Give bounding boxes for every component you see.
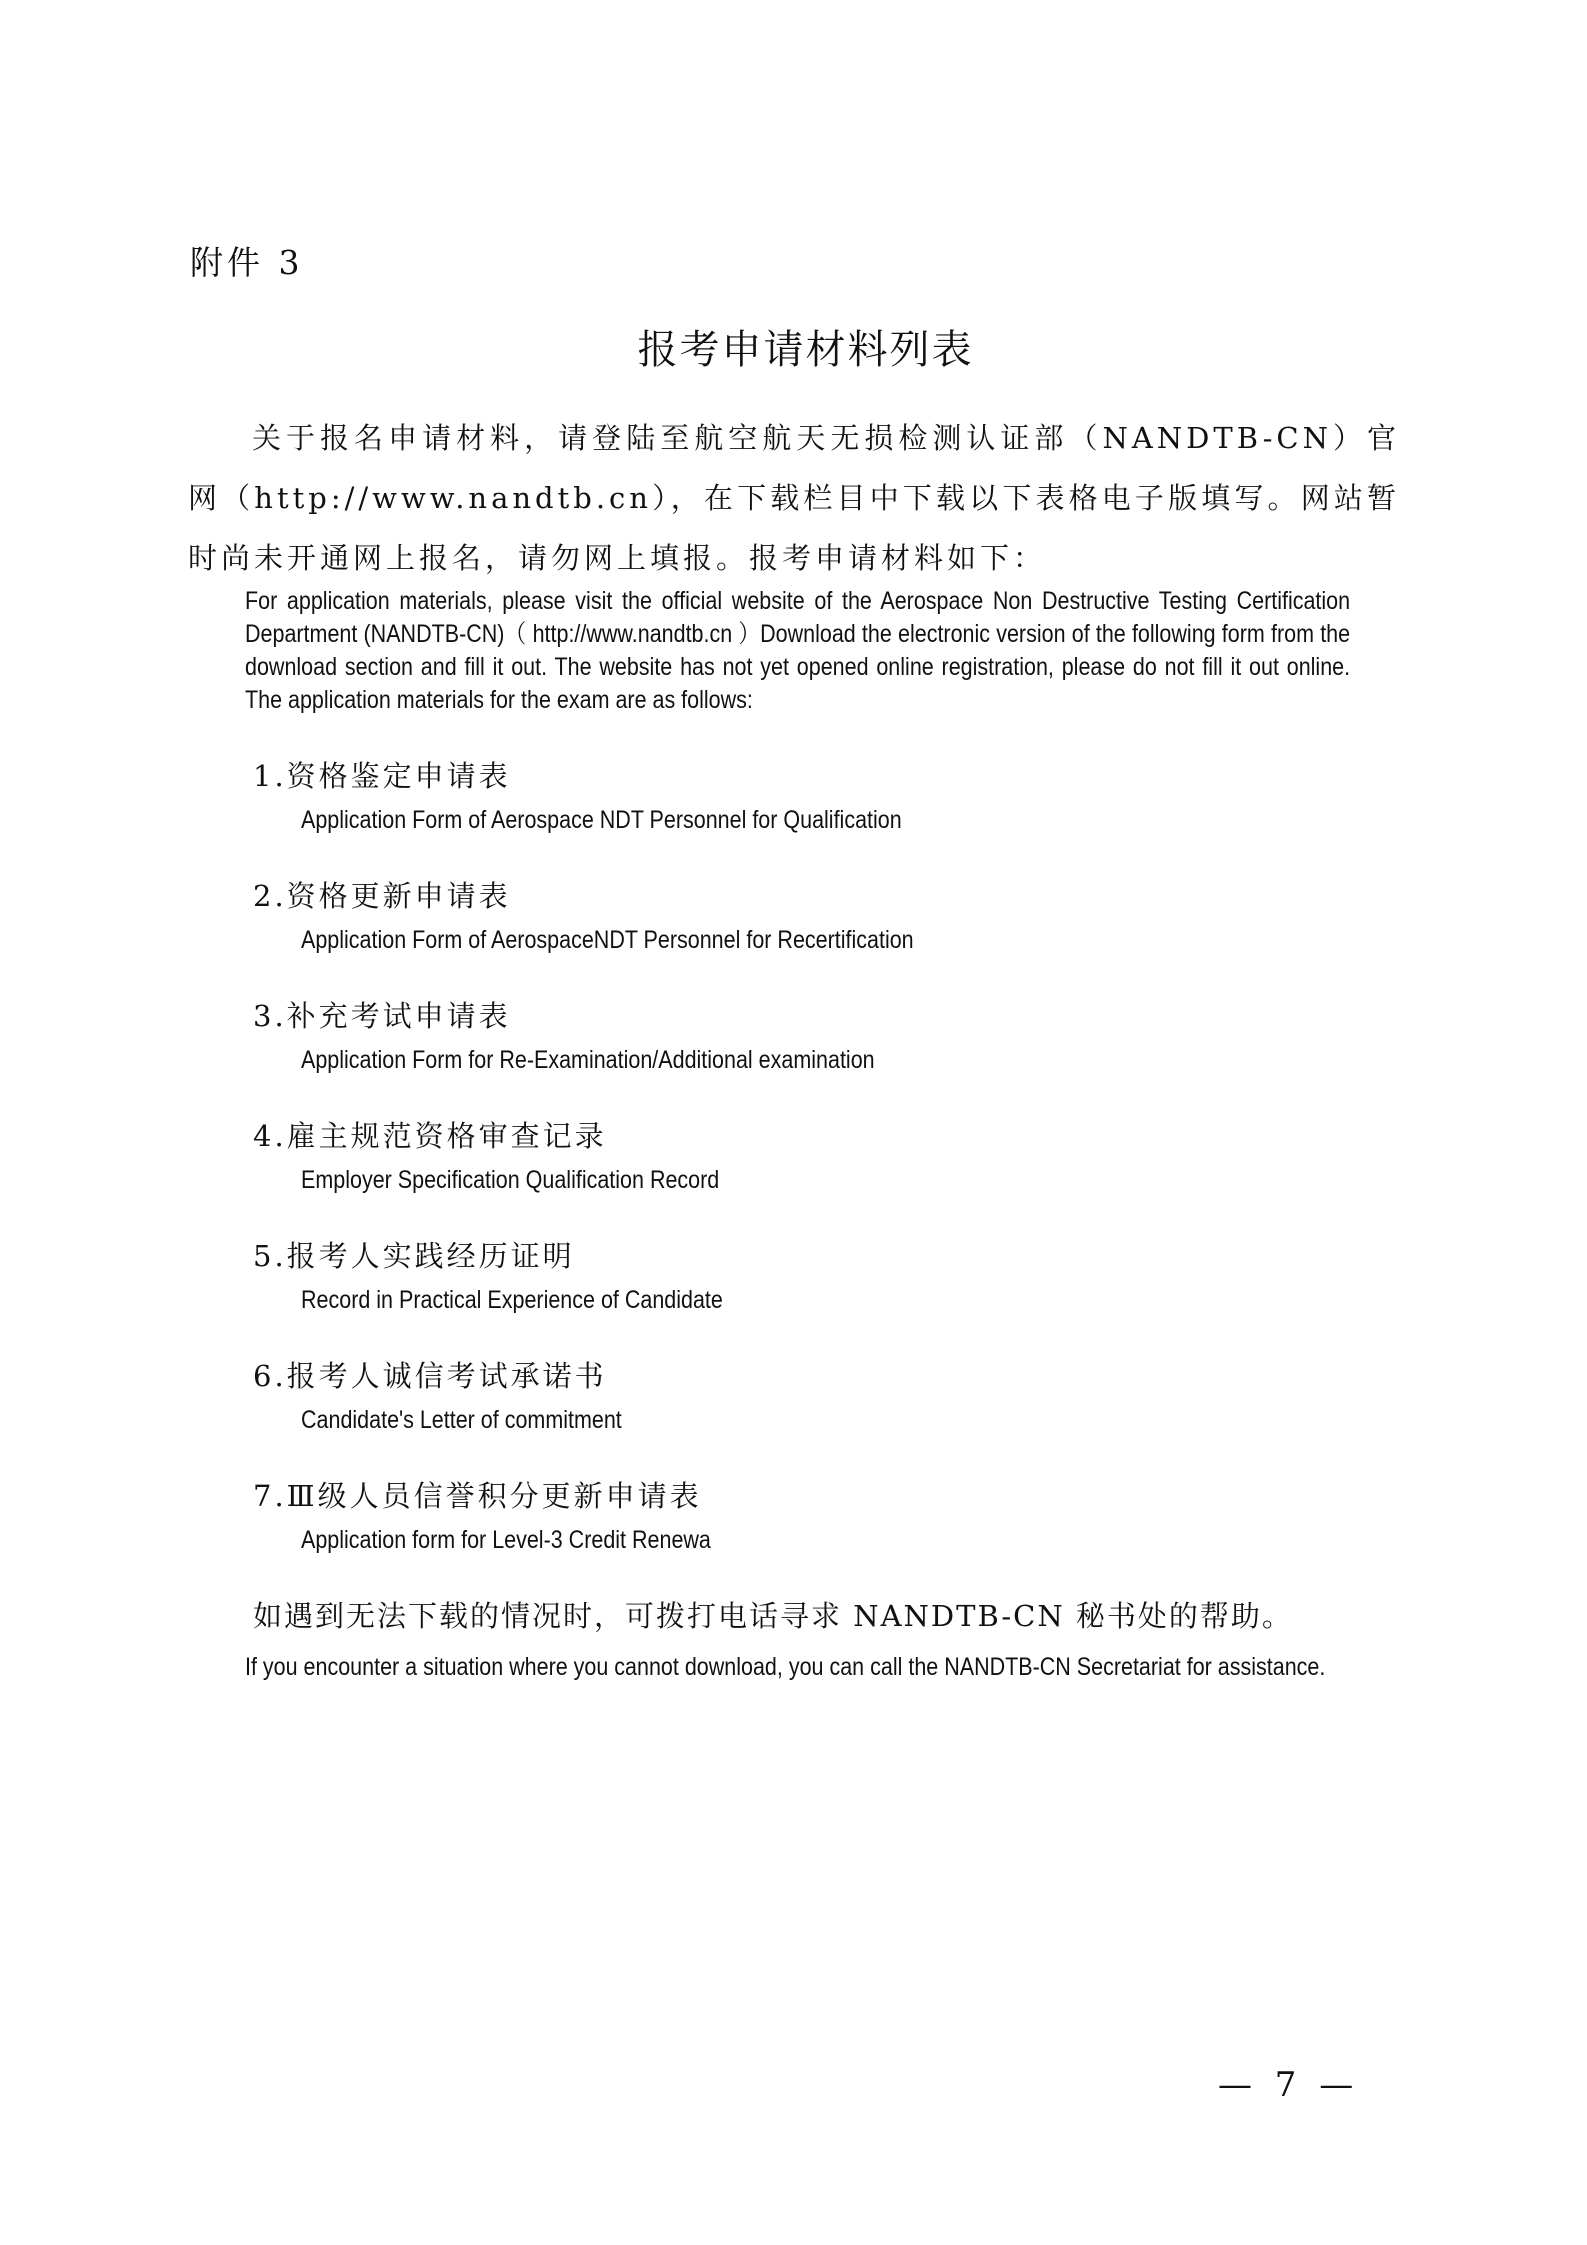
list-item-zh: 2.资格更新申请表 [253, 879, 511, 913]
list-item-zh: 1.资格鉴定申请表 [253, 759, 511, 793]
list-item-en: Record in Practical Experience of Candidate [301, 1286, 723, 1314]
list-item [253, 996, 1403, 1074]
list-item-zh: 7.Ⅲ级人员信誉积分更新申请表 [253, 1479, 702, 1513]
list-item-zh: 5.报考人实践经历证明 [253, 1239, 575, 1273]
list-item [253, 1356, 1403, 1434]
intro-paragraph-en: For application materials, please visit the official website of the Aerospace Non Destructive Testing Certification Department (NANDTB-CN)（ http://www.nandtb.cn ）Download the electronic version of the following form from the download section and fill it out. The website has not yet opened online registration, please do not fill it out online. The application materials for the exam are as follows: [245, 587, 1351, 714]
intro-paragraph-zh: 关于报名申请材料，请登陆至航空航天无损检测认证部（NANDTB-CN）官网（http://www.nandtb.cn），在下载栏目中下载以下表格电子版填写。网站暂时尚未开通网上报名，请勿网上填报。报考申请材料如下： [188, 421, 1400, 575]
list-item [253, 756, 1403, 834]
list-item-zh: 3.补充考试申请表 [253, 999, 511, 1033]
list-item-en: Application Form for Re-Examination/Additional examination [301, 1046, 875, 1074]
list-item [253, 1116, 1403, 1194]
list-item-en: Application Form of AerospaceNDT Personnel for Recertification [301, 926, 914, 954]
list-item-zh: 4.雇主规范资格审查记录 [253, 1119, 607, 1153]
list-item-en: Application Form of Aerospace NDT Personnel for Qualification [301, 806, 902, 834]
help-note-zh: 如遇到无法下载的情况时，可拨打电话寻求 NANDTB-CN 秘书处的帮助。 [253, 1599, 1293, 1633]
list-item [253, 1476, 1403, 1554]
document-title: 报考申请材料列表 [637, 327, 974, 373]
list-item-zh: 6.报考人诚信考试承诺书 [253, 1359, 607, 1393]
list-item-en: Application form for Level-3 Credit Renewa [301, 1526, 711, 1554]
attachment-label: 附件 3 [190, 243, 304, 282]
list-item-en: Employer Specification Qualification Record [301, 1166, 720, 1194]
list-item [253, 876, 1403, 954]
help-note-en: If you encounter a situation where you cannot download, you can call the NANDTB-CN Secretariat for assistance. [245, 1653, 1326, 1681]
page-number: — 7 — [1218, 2065, 1360, 2105]
list-item [253, 1236, 1403, 1314]
list-item-en: Candidate's Letter of commitment [301, 1406, 622, 1434]
